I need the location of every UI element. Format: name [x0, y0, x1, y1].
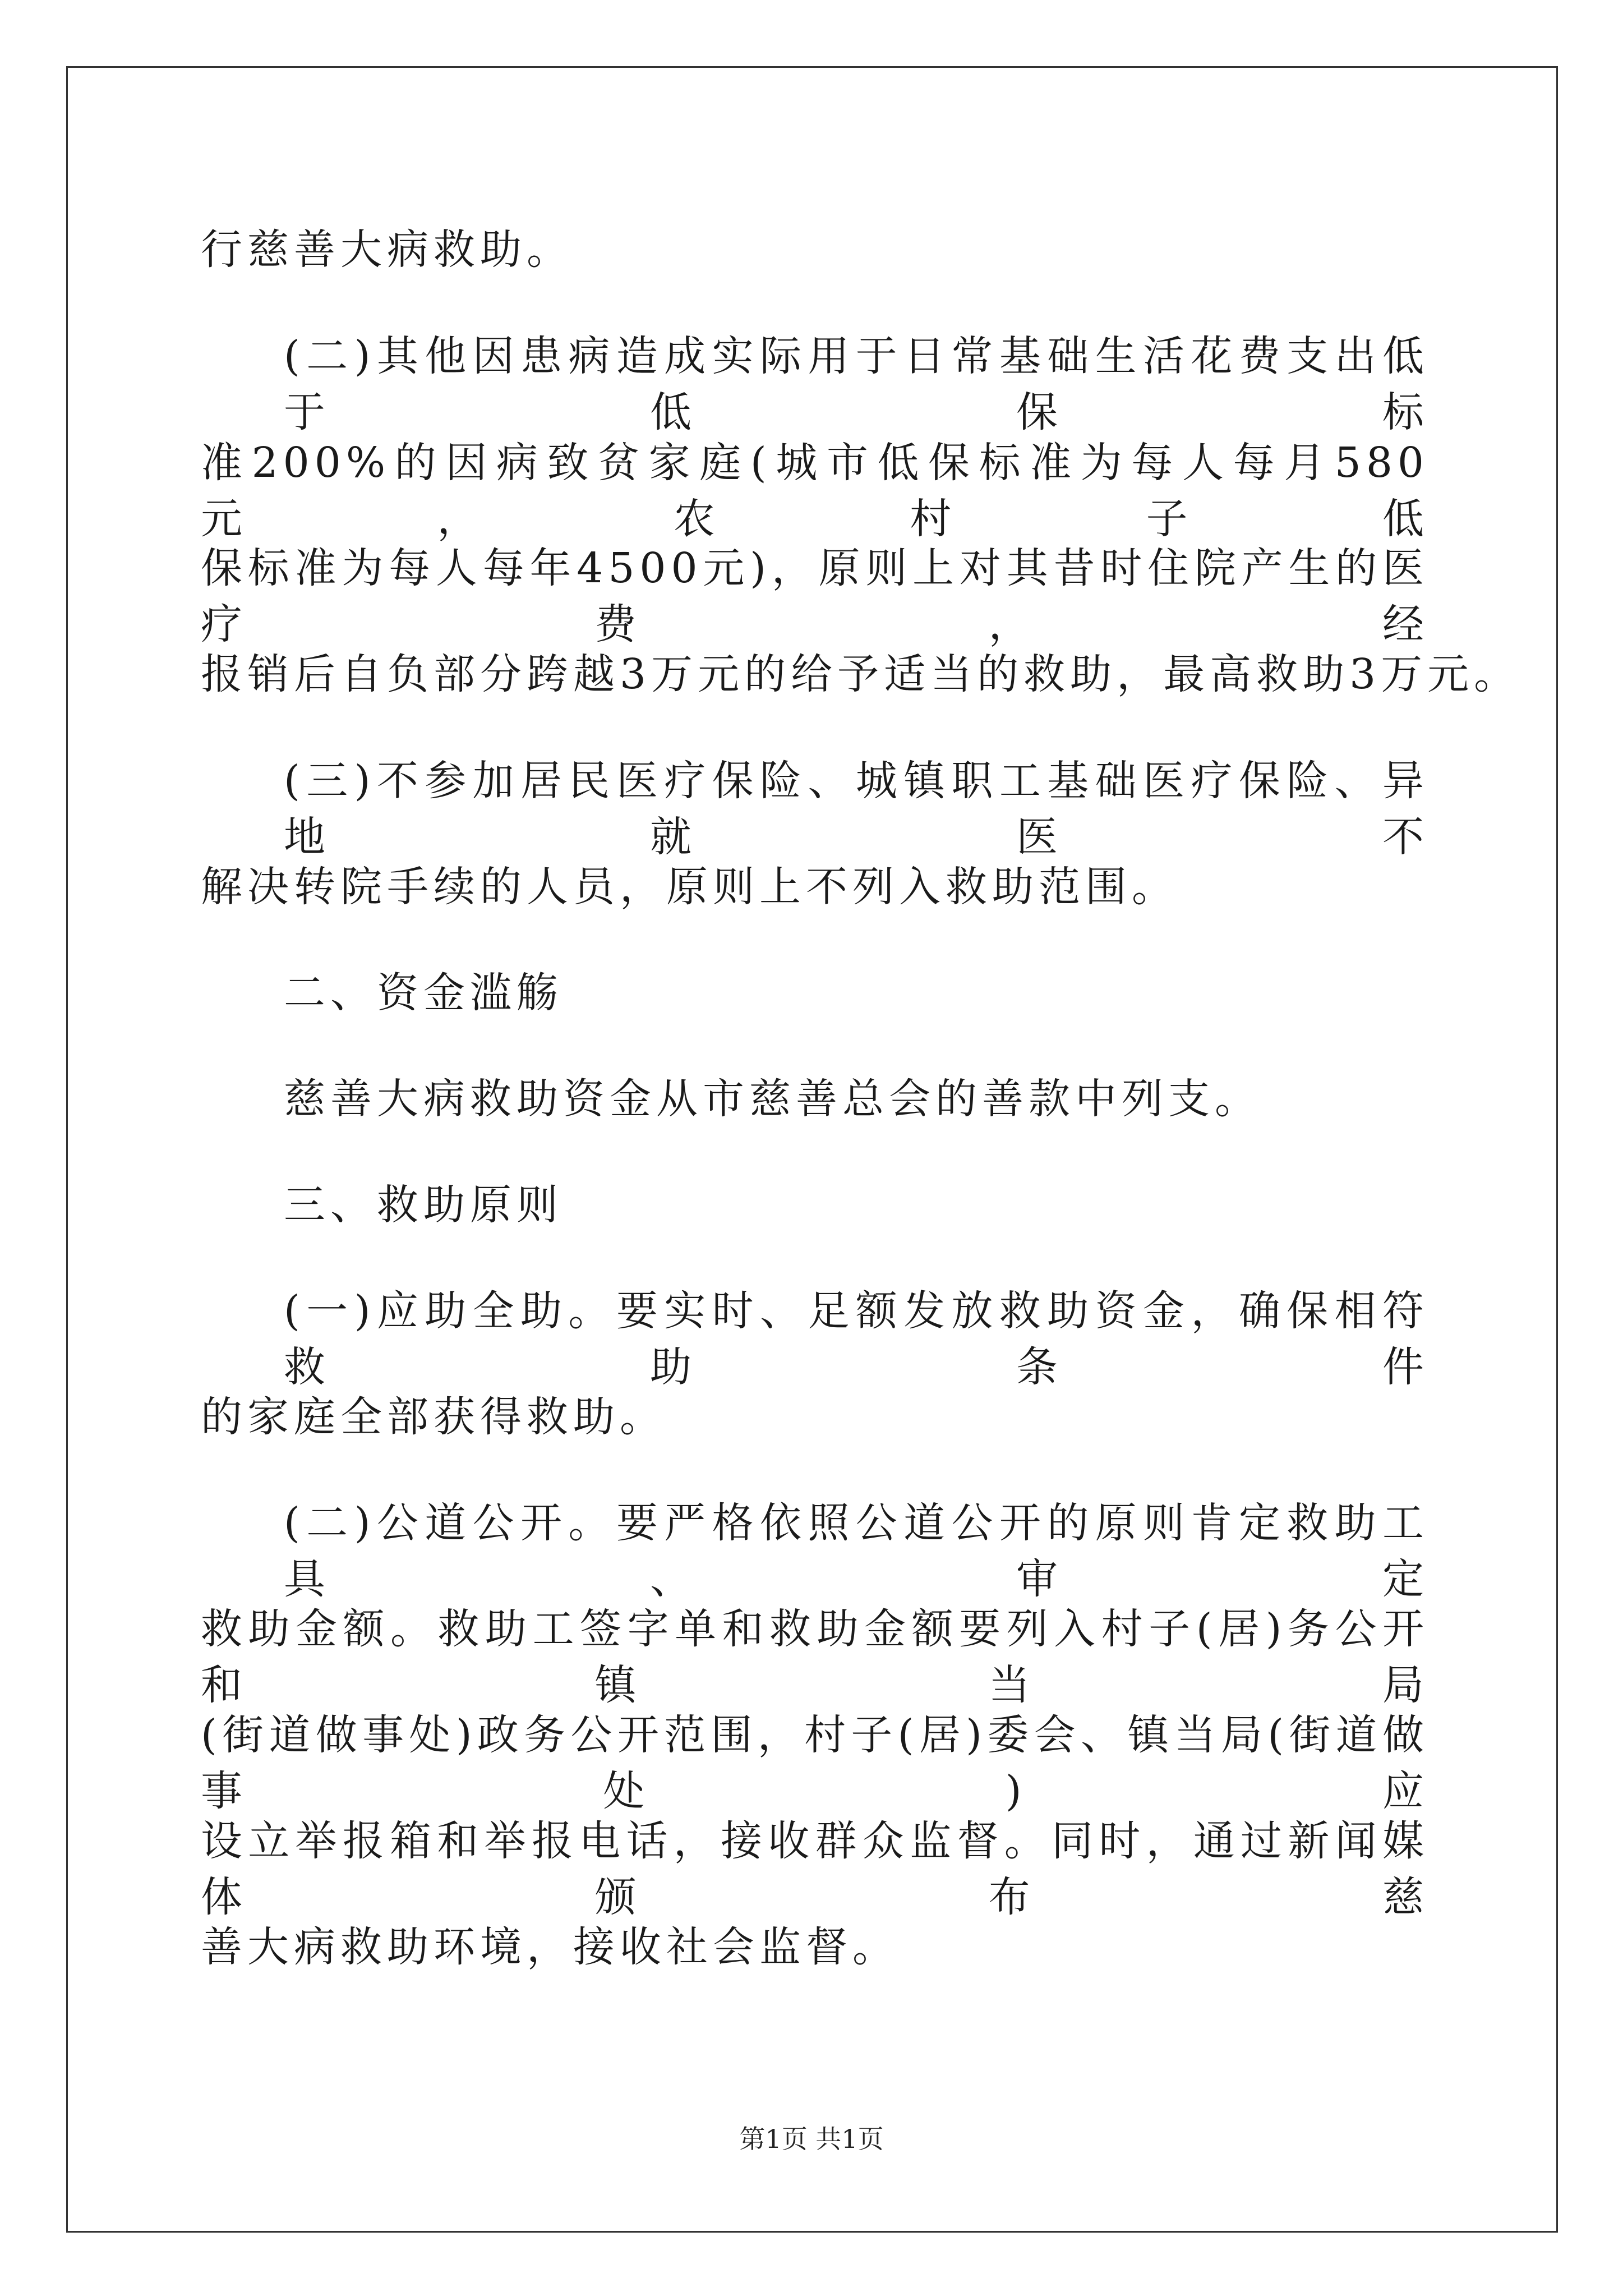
paragraph-first-line: 慈善大病救助资金从市慈善总会的善款中列支。 — [284, 1075, 1261, 1123]
text-line: 保标准为每人每年4500元)，原则上对其昔时住院产生的医疗费，经 — [201, 544, 1429, 648]
text-line: 行慈善大病救助。 — [201, 226, 573, 274]
section-heading: 二、资金滥觞 — [284, 969, 563, 1017]
paragraph-first-line: (二)公道公开。要严格依照公道公开的原则肯定救助工具、审定 — [284, 1499, 1429, 1603]
text-line: 准200%的因病致贫家庭(城市低保标准为每人每月580元，农村子低 — [201, 439, 1429, 543]
text-line: 救助金额。救助工签字单和救助金额要列入村子(居)务公开和镇当局 — [201, 1605, 1429, 1709]
paragraph-first-line: (一)应助全助。要实时、足额发放救助资金，确保相符救助条件 — [284, 1287, 1429, 1391]
paragraph-first-line: (三)不参加居民医疗保险、城镇职工基础医疗保险、异地就医不 — [284, 757, 1429, 861]
text-line: 的家庭全部获得救助。 — [201, 1393, 666, 1441]
text-line: 设立举报箱和举报电话，接收群众监督。同时，通过新闻媒体颁布慈 — [201, 1817, 1429, 1921]
text-line: (街道做事处)政务公开范围，村子(居)委会、镇当局(街道做事处)应 — [201, 1711, 1429, 1815]
paragraph-first-line: (二)其他因患病造成实际用于日常基础生活花费支出低于低保标 — [284, 332, 1429, 436]
text-line: 善大病救助环境，接收社会监督。 — [201, 1923, 899, 1971]
text-line: 报销后自负部分跨越3万元的给予适当的救助，最高救助3万元。 — [201, 650, 1521, 698]
page-footer: 第1页 共1页 — [739, 2124, 884, 2154]
text-line: 解决转院手续的人员，原则上不列入救助范围。 — [201, 863, 1178, 911]
section-heading: 三、救助原则 — [284, 1181, 563, 1229]
